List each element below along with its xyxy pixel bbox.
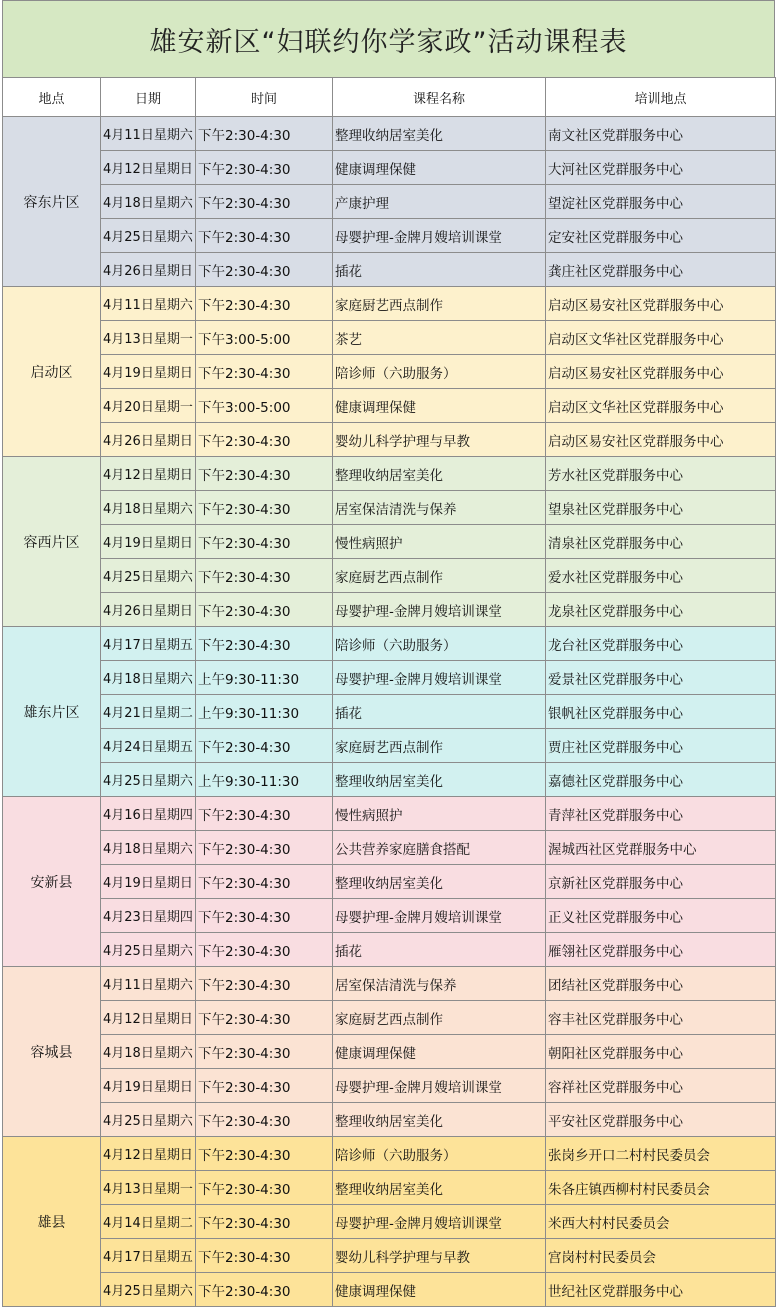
table-row <box>3 491 776 525</box>
venue-cell: 启动区易安社区党群服务中心 <box>546 423 776 457</box>
time-cell: 下午2:30-4:30 <box>196 525 333 559</box>
location-cell: 安新县 <box>3 797 101 967</box>
course-cell: 插花 <box>333 695 546 729</box>
course-cell: 陪诊师（六助服务） <box>333 1137 546 1171</box>
date-cell: 4月12日星期日 <box>101 457 196 491</box>
course-cell: 婴幼儿科学护理与早教 <box>333 423 546 457</box>
venue-cell: 望淀社区党群服务中心 <box>546 185 776 219</box>
header-row <box>3 78 776 117</box>
time-cell: 下午2:30-4:30 <box>196 627 333 661</box>
location-cell: 雄县 <box>3 1137 101 1307</box>
course-cell: 婴幼儿科学护理与早教 <box>333 1239 546 1273</box>
time-cell: 下午2:30-4:30 <box>196 831 333 865</box>
time-cell: 下午2:30-4:30 <box>196 1001 333 1035</box>
table-row <box>3 1239 776 1273</box>
venue-cell: 朝阳社区党群服务中心 <box>546 1035 776 1069</box>
date-cell: 4月12日星期日 <box>101 151 196 185</box>
venue-cell: 望泉社区党群服务中心 <box>546 491 776 525</box>
time-cell: 下午2:30-4:30 <box>196 1273 333 1307</box>
course-cell: 家庭厨艺西点制作 <box>333 559 546 593</box>
table-row <box>3 423 776 457</box>
schedule-table <box>2 77 776 1307</box>
time-cell: 下午2:30-4:30 <box>196 355 333 389</box>
course-cell: 母婴护理-金牌月嫂培训课堂 <box>333 219 546 253</box>
date-cell: 4月25日星期六 <box>101 933 196 967</box>
date-cell: 4月18日星期六 <box>101 661 196 695</box>
date-cell: 4月24日星期五 <box>101 729 196 763</box>
table-row <box>3 287 776 321</box>
venue-cell: 世纪社区党群服务中心 <box>546 1273 776 1307</box>
course-cell: 健康调理保健 <box>333 389 546 423</box>
schedule-sheet <box>2 0 775 1307</box>
time-cell: 下午3:00-5:00 <box>196 321 333 355</box>
header-date: 日期 <box>101 78 196 117</box>
venue-cell: 雁翎社区党群服务中心 <box>546 933 776 967</box>
course-cell: 公共营养家庭膳食搭配 <box>333 831 546 865</box>
date-cell: 4月11日星期六 <box>101 117 196 151</box>
course-cell: 整理收纳居室美化 <box>333 1103 546 1137</box>
location-cell: 启动区 <box>3 287 101 457</box>
header-venue: 培训地点 <box>546 78 776 117</box>
table-row <box>3 457 776 491</box>
course-cell: 陪诊师（六助服务） <box>333 355 546 389</box>
course-cell: 整理收纳居室美化 <box>333 865 546 899</box>
course-cell: 产康护理 <box>333 185 546 219</box>
table-row <box>3 117 776 151</box>
table-row <box>3 253 776 287</box>
course-cell: 居室保洁清洗与保养 <box>333 967 546 1001</box>
table-row <box>3 831 776 865</box>
venue-cell: 容丰社区党群服务中心 <box>546 1001 776 1035</box>
table-row <box>3 1103 776 1137</box>
table-row <box>3 1069 776 1103</box>
time-cell: 下午2:30-4:30 <box>196 899 333 933</box>
date-cell: 4月25日星期六 <box>101 219 196 253</box>
table-row <box>3 219 776 253</box>
date-cell: 4月25日星期六 <box>101 763 196 797</box>
time-cell: 下午2:30-4:30 <box>196 559 333 593</box>
course-cell: 母婴护理-金牌月嫂培训课堂 <box>333 899 546 933</box>
time-cell: 下午2:30-4:30 <box>196 1205 333 1239</box>
course-cell: 整理收纳居室美化 <box>333 1171 546 1205</box>
date-cell: 4月25日星期六 <box>101 1273 196 1307</box>
venue-cell: 渥城西社区党群服务中心 <box>546 831 776 865</box>
table-row <box>3 185 776 219</box>
venue-cell: 清泉社区党群服务中心 <box>546 525 776 559</box>
venue-cell: 大河社区党群服务中心 <box>546 151 776 185</box>
course-cell: 母婴护理-金牌月嫂培训课堂 <box>333 1205 546 1239</box>
date-cell: 4月14日星期二 <box>101 1205 196 1239</box>
time-cell: 下午2:30-4:30 <box>196 1069 333 1103</box>
venue-cell: 团结社区党群服务中心 <box>546 967 776 1001</box>
location-cell: 容西片区 <box>3 457 101 627</box>
time-cell: 下午2:30-4:30 <box>196 219 333 253</box>
date-cell: 4月12日星期日 <box>101 1137 196 1171</box>
time-cell: 下午2:30-4:30 <box>196 491 333 525</box>
venue-cell: 京新社区党群服务中心 <box>546 865 776 899</box>
venue-cell: 启动区文华社区党群服务中心 <box>546 389 776 423</box>
date-cell: 4月26日星期日 <box>101 253 196 287</box>
course-cell: 整理收纳居室美化 <box>333 763 546 797</box>
time-cell: 下午2:30-4:30 <box>196 1035 333 1069</box>
table-row <box>3 967 776 1001</box>
table-row <box>3 661 776 695</box>
table-row <box>3 559 776 593</box>
venue-cell: 张岗乡开口二村村民委员会 <box>546 1137 776 1171</box>
course-cell: 母婴护理-金牌月嫂培训课堂 <box>333 661 546 695</box>
table-row <box>3 1205 776 1239</box>
time-cell: 下午2:30-4:30 <box>196 151 333 185</box>
venue-cell: 爱景社区党群服务中心 <box>546 661 776 695</box>
venue-cell: 启动区文华社区党群服务中心 <box>546 321 776 355</box>
venue-cell: 南文社区党群服务中心 <box>546 117 776 151</box>
venue-cell: 贾庄社区党群服务中心 <box>546 729 776 763</box>
date-cell: 4月20日星期一 <box>101 389 196 423</box>
table-row <box>3 865 776 899</box>
table-row <box>3 763 776 797</box>
time-cell: 下午2:30-4:30 <box>196 1103 333 1137</box>
date-cell: 4月19日星期日 <box>101 355 196 389</box>
table-row <box>3 729 776 763</box>
date-cell: 4月11日星期六 <box>101 287 196 321</box>
venue-cell: 平安社区党群服务中心 <box>546 1103 776 1137</box>
table-row <box>3 151 776 185</box>
table-body <box>3 117 776 1307</box>
time-cell: 下午2:30-4:30 <box>196 797 333 831</box>
table-row <box>3 1137 776 1171</box>
date-cell: 4月11日星期六 <box>101 967 196 1001</box>
venue-cell: 嘉德社区党群服务中心 <box>546 763 776 797</box>
date-cell: 4月25日星期六 <box>101 559 196 593</box>
venue-cell: 容祥社区党群服务中心 <box>546 1069 776 1103</box>
venue-cell: 米西大村村民委员会 <box>546 1205 776 1239</box>
date-cell: 4月23日星期四 <box>101 899 196 933</box>
location-cell: 容东片区 <box>3 117 101 287</box>
course-cell: 家庭厨艺西点制作 <box>333 1001 546 1035</box>
venue-cell: 龙台社区党群服务中心 <box>546 627 776 661</box>
course-cell: 居室保洁清洗与保养 <box>333 491 546 525</box>
course-cell: 母婴护理-金牌月嫂培训课堂 <box>333 1069 546 1103</box>
course-cell: 慢性病照护 <box>333 525 546 559</box>
date-cell: 4月19日星期日 <box>101 865 196 899</box>
date-cell: 4月26日星期日 <box>101 423 196 457</box>
date-cell: 4月17日星期五 <box>101 1239 196 1273</box>
date-cell: 4月21日星期二 <box>101 695 196 729</box>
time-cell: 上午9:30-11:30 <box>196 661 333 695</box>
table-row <box>3 627 776 661</box>
table-row <box>3 321 776 355</box>
course-cell: 家庭厨艺西点制作 <box>333 287 546 321</box>
date-cell: 4月18日星期六 <box>101 491 196 525</box>
time-cell: 下午2:30-4:30 <box>196 287 333 321</box>
time-cell: 下午2:30-4:30 <box>196 967 333 1001</box>
venue-cell: 青萍社区党群服务中心 <box>546 797 776 831</box>
time-cell: 下午2:30-4:30 <box>196 457 333 491</box>
time-cell: 上午9:30-11:30 <box>196 763 333 797</box>
table-row <box>3 695 776 729</box>
course-cell: 茶艺 <box>333 321 546 355</box>
table-row <box>3 1171 776 1205</box>
location-cell: 雄东片区 <box>3 627 101 797</box>
table-row <box>3 525 776 559</box>
time-cell: 下午2:30-4:30 <box>196 1137 333 1171</box>
header-location: 地点 <box>3 78 101 117</box>
venue-cell: 龙泉社区党群服务中心 <box>546 593 776 627</box>
table-row <box>3 1001 776 1035</box>
venue-cell: 朱各庄镇西柳村村民委员会 <box>546 1171 776 1205</box>
course-cell: 健康调理保健 <box>333 1273 546 1307</box>
page-title: 雄安新区“妇联约你学家政”活动课程表 <box>2 0 775 77</box>
date-cell: 4月18日星期六 <box>101 831 196 865</box>
venue-cell: 爱水社区党群服务中心 <box>546 559 776 593</box>
time-cell: 下午2:30-4:30 <box>196 1239 333 1273</box>
course-cell: 慢性病照护 <box>333 797 546 831</box>
date-cell: 4月19日星期日 <box>101 1069 196 1103</box>
course-cell: 插花 <box>333 933 546 967</box>
venue-cell: 宫岗村村民委员会 <box>546 1239 776 1273</box>
course-cell: 整理收纳居室美化 <box>333 117 546 151</box>
time-cell: 下午2:30-4:30 <box>196 253 333 287</box>
time-cell: 下午2:30-4:30 <box>196 1171 333 1205</box>
table-row <box>3 593 776 627</box>
date-cell: 4月17日星期五 <box>101 627 196 661</box>
date-cell: 4月18日星期六 <box>101 1035 196 1069</box>
time-cell: 下午2:30-4:30 <box>196 185 333 219</box>
table-row <box>3 933 776 967</box>
date-cell: 4月13日星期一 <box>101 1171 196 1205</box>
venue-cell: 银帆社区党群服务中心 <box>546 695 776 729</box>
date-cell: 4月26日星期日 <box>101 593 196 627</box>
date-cell: 4月12日星期日 <box>101 1001 196 1035</box>
venue-cell: 定安社区党群服务中心 <box>546 219 776 253</box>
table-row <box>3 389 776 423</box>
course-cell: 健康调理保健 <box>333 1035 546 1069</box>
venue-cell: 启动区易安社区党群服务中心 <box>546 355 776 389</box>
table-row <box>3 1035 776 1069</box>
location-cell: 容城县 <box>3 967 101 1137</box>
time-cell: 下午2:30-4:30 <box>196 423 333 457</box>
venue-cell: 启动区易安社区党群服务中心 <box>546 287 776 321</box>
date-cell: 4月13日星期一 <box>101 321 196 355</box>
table-row <box>3 1273 776 1307</box>
course-cell: 陪诊师（六助服务） <box>333 627 546 661</box>
date-cell: 4月19日星期日 <box>101 525 196 559</box>
course-cell: 母婴护理-金牌月嫂培训课堂 <box>333 593 546 627</box>
time-cell: 上午9:30-11:30 <box>196 695 333 729</box>
time-cell: 下午2:30-4:30 <box>196 117 333 151</box>
course-cell: 家庭厨艺西点制作 <box>333 729 546 763</box>
venue-cell: 芳水社区党群服务中心 <box>546 457 776 491</box>
time-cell: 下午3:00-5:00 <box>196 389 333 423</box>
time-cell: 下午2:30-4:30 <box>196 729 333 763</box>
date-cell: 4月25日星期六 <box>101 1103 196 1137</box>
time-cell: 下午2:30-4:30 <box>196 865 333 899</box>
course-cell: 插花 <box>333 253 546 287</box>
table-row <box>3 797 776 831</box>
date-cell: 4月18日星期六 <box>101 185 196 219</box>
date-cell: 4月16日星期四 <box>101 797 196 831</box>
header-course: 课程名称 <box>333 78 546 117</box>
venue-cell: 正义社区党群服务中心 <box>546 899 776 933</box>
header-time: 时间 <box>196 78 333 117</box>
time-cell: 下午2:30-4:30 <box>196 933 333 967</box>
course-cell: 健康调理保健 <box>333 151 546 185</box>
time-cell: 下午2:30-4:30 <box>196 593 333 627</box>
table-row <box>3 355 776 389</box>
table-row <box>3 899 776 933</box>
venue-cell: 龚庄社区党群服务中心 <box>546 253 776 287</box>
course-cell: 整理收纳居室美化 <box>333 457 546 491</box>
